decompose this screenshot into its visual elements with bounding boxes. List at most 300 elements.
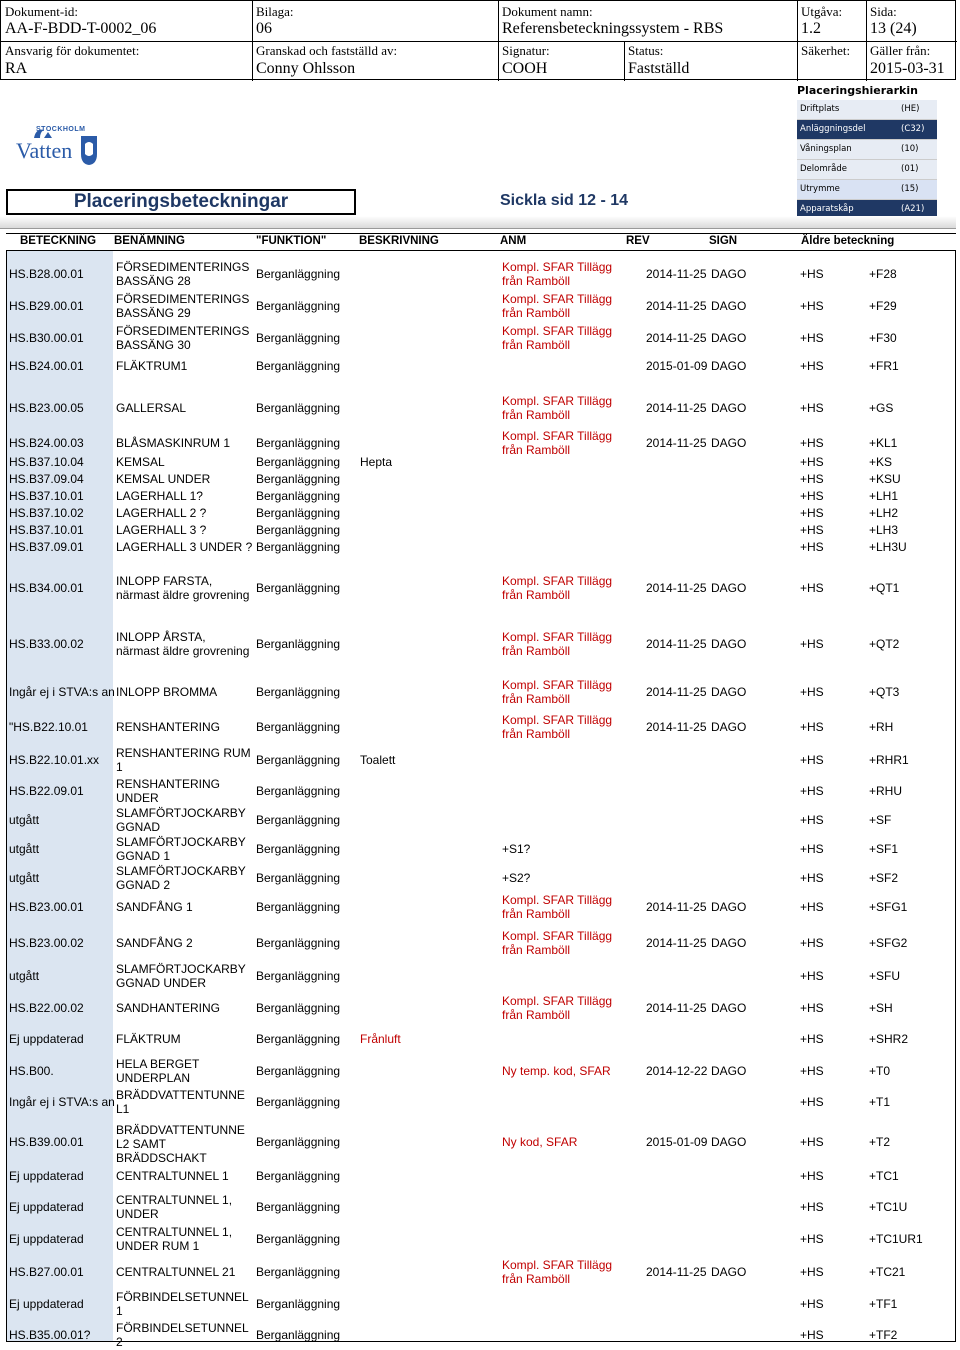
beteckning-cell bbox=[9, 813, 39, 827]
funktion-cell bbox=[256, 401, 340, 415]
older-code-cell-line: +HS bbox=[800, 720, 824, 734]
table-row bbox=[7, 674, 955, 709]
signatur-label: Signatur: bbox=[502, 43, 550, 58]
header-divider bbox=[797, 1, 798, 81]
anm-cell-line: från Ramböll bbox=[502, 692, 571, 706]
beteckning-cell bbox=[9, 842, 39, 856]
older-code-cell bbox=[800, 436, 824, 450]
sign-cell-line: DAGO bbox=[711, 720, 747, 734]
sign-cell-line: DAGO bbox=[711, 299, 747, 313]
table-row bbox=[7, 322, 955, 354]
older-code-cell bbox=[869, 1064, 890, 1078]
benamning-cell-line: 1 bbox=[116, 760, 123, 774]
beteckning-cell-line: HS.B37.10.04 bbox=[9, 455, 84, 469]
older-code-cell bbox=[869, 1328, 897, 1342]
rev-cell-line: 2014-11-25 bbox=[646, 720, 707, 734]
benamning-cell bbox=[116, 260, 249, 288]
older-code-cell bbox=[800, 871, 824, 885]
older-code-cell-line: +LH2 bbox=[869, 506, 899, 520]
benamning-cell-line: RENSHANTERING bbox=[116, 720, 221, 734]
beteckning-cell bbox=[9, 331, 84, 345]
benamning-cell-line: närmast äldre grovrening bbox=[116, 588, 250, 602]
benamning-cell-line: INLOPP BROMMA bbox=[116, 685, 218, 699]
benamning-cell-line: SANDFÅNG 2 bbox=[116, 936, 193, 950]
beteckning-cell bbox=[9, 523, 84, 537]
benamning-cell bbox=[116, 1123, 245, 1165]
older-code-cell-line: +HS bbox=[800, 637, 824, 651]
older-code-cell-line: +QT3 bbox=[869, 685, 900, 699]
older-code-cell bbox=[800, 969, 824, 983]
anm-cell-line: Ny temp. kod, SFAR bbox=[502, 1064, 611, 1078]
rev-cell bbox=[646, 581, 707, 595]
benamning-cell-line: LAGERHALL 3 UNDER ? bbox=[116, 540, 253, 554]
funktion-cell-line: Berganläggning bbox=[256, 267, 341, 281]
beteckning-cell-line: Ingår ej i STVA:s an bbox=[9, 685, 115, 699]
funktion-cell-line: Berganläggning bbox=[256, 969, 341, 983]
sign-cell bbox=[711, 1265, 746, 1279]
older-code-cell-line: +SHR2 bbox=[869, 1032, 909, 1046]
rev-cell-line: 2014-11-25 bbox=[646, 1001, 707, 1015]
table-row bbox=[7, 521, 955, 538]
benamning-cell bbox=[116, 777, 220, 805]
table-row bbox=[7, 470, 955, 487]
logo-text-stockholm: STOCKHOLM bbox=[36, 126, 86, 133]
table-row bbox=[7, 925, 955, 961]
older-code-cell bbox=[869, 1265, 905, 1279]
funktion-cell-line: Berganläggning bbox=[256, 784, 341, 798]
sign-cell-line: DAGO bbox=[711, 1265, 747, 1279]
beteckning-cell-line: HS.B34.00.01 bbox=[9, 581, 84, 595]
rev-cell-line: 2014-11-25 bbox=[646, 685, 707, 699]
beteckning-cell-line: HS.B24.00.01 bbox=[9, 359, 84, 373]
anm-cell-line: Kompl. SFAR Tillägg bbox=[502, 630, 613, 644]
galler: 2015-03-31 bbox=[870, 60, 945, 77]
benamning-cell-line: FLÄKTRUM bbox=[116, 1032, 181, 1046]
funktion-cell bbox=[256, 1328, 340, 1342]
older-code-cell bbox=[869, 540, 907, 554]
older-code-cell-line: +T0 bbox=[869, 1064, 891, 1078]
sign-cell bbox=[711, 1135, 746, 1149]
funktion-cell bbox=[256, 359, 340, 373]
older-code-cell-line: +SFU bbox=[869, 969, 901, 983]
doc-id-label: Dokument-id: bbox=[5, 4, 78, 19]
benamning-cell-line: UNDER RUM 1 bbox=[116, 1239, 200, 1253]
rev-cell-line: 2014-11-25 bbox=[646, 267, 707, 281]
beteckning-cell-line: HS.B22.10.01.xx bbox=[9, 753, 100, 767]
funktion-cell bbox=[256, 436, 340, 450]
beteckning-cell-line: utgått bbox=[9, 842, 40, 856]
benamning-cell-line: LAGERHALL 1? bbox=[116, 489, 203, 503]
anm-cell-line: från Ramböll bbox=[502, 274, 571, 288]
funktion-cell bbox=[256, 1297, 340, 1311]
older-code-cell bbox=[800, 1001, 824, 1015]
older-code-cell-line: +LH1 bbox=[869, 489, 899, 503]
older-code-cell bbox=[869, 969, 900, 983]
sign-cell-line: DAGO bbox=[711, 1135, 747, 1149]
funktion-cell bbox=[256, 455, 340, 469]
funktion-cell bbox=[256, 936, 340, 950]
benamning-cell bbox=[116, 359, 187, 373]
benamning-cell bbox=[116, 436, 230, 450]
anm-cell bbox=[502, 394, 612, 422]
older-code-cell-line: +RHU bbox=[869, 784, 903, 798]
doc-name-label: Dokument namn: bbox=[502, 4, 593, 19]
hierarchy-row: Anläggningsdel (C32) bbox=[797, 120, 937, 140]
sign-cell bbox=[711, 900, 746, 914]
funktion-cell-line: Berganläggning bbox=[256, 637, 341, 651]
older-code-cell-line: +HS bbox=[800, 936, 824, 950]
funktion-cell-line: Berganläggning bbox=[256, 1297, 341, 1311]
beteckning-cell-line: HS.B29.00.01 bbox=[9, 299, 84, 313]
older-code-cell bbox=[800, 900, 824, 914]
shield-icon bbox=[80, 134, 98, 166]
hierarchy-row: Driftplats (HE) bbox=[797, 100, 937, 120]
benamning-cell-line: UNDERPLAN bbox=[116, 1071, 191, 1085]
older-code-cell-line: +HS bbox=[800, 267, 824, 281]
galler-label: Gäller från: bbox=[870, 43, 931, 58]
benamning-cell-line: 2 bbox=[116, 1335, 123, 1349]
older-code-cell bbox=[800, 267, 824, 281]
older-code-cell bbox=[800, 753, 824, 767]
anm-cell bbox=[502, 1258, 612, 1286]
table-row bbox=[7, 567, 955, 609]
older-code-cell-line: +T1 bbox=[869, 1095, 891, 1109]
placement-hierarchy bbox=[797, 82, 937, 220]
older-code-cell bbox=[800, 1064, 824, 1078]
older-code-cell bbox=[869, 523, 898, 537]
older-code-cell bbox=[800, 1032, 824, 1046]
column-header: SIGN bbox=[709, 235, 738, 247]
logo-text-vatten: Vatten bbox=[16, 138, 73, 163]
table-row bbox=[7, 623, 955, 665]
rev-cell bbox=[646, 685, 707, 699]
beteckning-cell-line: utgått bbox=[9, 969, 40, 983]
benamning-cell bbox=[116, 900, 193, 914]
sign-cell bbox=[711, 401, 746, 415]
benamning-cell bbox=[116, 630, 249, 658]
funktion-cell-line: Berganläggning bbox=[256, 1265, 341, 1279]
sign-cell-line: DAGO bbox=[711, 685, 747, 699]
benamning-cell bbox=[116, 864, 246, 892]
funktion-cell bbox=[256, 1265, 340, 1279]
doc-id: AA-F-BDD-T-0002_06 bbox=[5, 20, 157, 37]
benamning-cell-line: SLAMFÖRTJOCKARBY bbox=[116, 864, 246, 878]
table-row bbox=[7, 1191, 955, 1223]
funktion-cell bbox=[256, 969, 340, 983]
older-code-cell bbox=[800, 637, 824, 651]
funktion-cell-line: Berganläggning bbox=[256, 753, 341, 767]
benamning-cell-line: INLOPP ÅRSTA, bbox=[116, 630, 206, 644]
beteckning-cell-line: HS.B37.10.01 bbox=[9, 489, 84, 503]
older-code-cell bbox=[869, 359, 899, 373]
older-code-cell bbox=[869, 1200, 907, 1214]
funktion-cell-line: Berganläggning bbox=[256, 720, 341, 734]
beteckning-cell-line: Ej uppdaterad bbox=[9, 1032, 84, 1046]
funktion-cell bbox=[256, 637, 340, 651]
older-code-cell-line: +HS bbox=[800, 1169, 824, 1183]
header-divider bbox=[252, 1, 253, 81]
benamning-cell-line: GGNAD UNDER bbox=[116, 976, 207, 990]
older-code-cell bbox=[869, 1001, 893, 1015]
column-header: REV bbox=[626, 235, 650, 247]
benamning-cell-line: L2 SAMT bbox=[116, 1137, 167, 1151]
benamning-cell bbox=[116, 746, 251, 774]
beteckning-cell bbox=[9, 1328, 90, 1342]
table-row bbox=[7, 805, 955, 834]
funktion-cell bbox=[256, 489, 340, 503]
older-code-cell bbox=[869, 685, 899, 699]
beteckning-cell bbox=[9, 1001, 84, 1015]
beteckning-cell-line: HS.B39.00.01 bbox=[9, 1135, 84, 1149]
anm-cell-line: Kompl. SFAR Tillägg bbox=[502, 429, 613, 443]
older-code-cell bbox=[800, 540, 824, 554]
funktion-cell-line: Berganläggning bbox=[256, 1232, 341, 1246]
funktion-cell bbox=[256, 1169, 340, 1183]
rev-cell-line: 2014-11-25 bbox=[646, 436, 707, 450]
older-code-cell-line: +HS bbox=[800, 1135, 824, 1149]
benamning-cell-line: GALLERSAL bbox=[116, 401, 187, 415]
anm-cell-line: från Ramböll bbox=[502, 408, 571, 422]
table-row bbox=[7, 538, 955, 555]
benamning-cell bbox=[116, 1032, 181, 1046]
table-row bbox=[7, 709, 955, 744]
funktion-cell-line: Berganläggning bbox=[256, 685, 341, 699]
beskrivning-cell-line: Frånluft bbox=[360, 1032, 401, 1046]
anm-cell bbox=[502, 630, 612, 658]
utgava-label: Utgåva: bbox=[801, 4, 843, 19]
granskad: Conny Ohlsson bbox=[256, 60, 356, 77]
benamning-cell bbox=[116, 962, 246, 990]
benamning-cell-line: BRÄDDVATTENTUNNE bbox=[116, 1123, 245, 1137]
funktion-cell-line: Berganläggning bbox=[256, 1135, 341, 1149]
older-code-cell-line: +KS bbox=[869, 455, 893, 469]
older-code-cell-line: +HS bbox=[800, 1064, 824, 1078]
funktion-cell-line: Berganläggning bbox=[256, 900, 341, 914]
anm-cell-line: från Ramböll bbox=[502, 727, 571, 741]
older-code-cell-line: +HS bbox=[800, 1095, 824, 1109]
beteckning-cell bbox=[9, 637, 84, 651]
sign-cell-line: DAGO bbox=[711, 359, 747, 373]
beskrivning-cell-line: Toalett bbox=[360, 753, 396, 767]
anm-cell bbox=[502, 678, 612, 706]
beteckning-cell bbox=[9, 540, 84, 554]
anm-cell-line: från Ramböll bbox=[502, 943, 571, 957]
table-row bbox=[7, 453, 955, 470]
table-row bbox=[7, 487, 955, 504]
beteckning-cell-line: HS.B27.00.01 bbox=[9, 1265, 84, 1279]
beteckning-cell bbox=[9, 1064, 54, 1078]
older-code-cell bbox=[869, 784, 902, 798]
rev-cell bbox=[646, 900, 707, 914]
rev-cell-line: 2014-11-25 bbox=[646, 331, 707, 345]
benamning-cell bbox=[116, 472, 210, 486]
hierarchy-row: Utrymme (15) bbox=[797, 180, 937, 200]
beteckning-cell bbox=[9, 753, 99, 767]
anm-cell bbox=[502, 713, 612, 741]
older-code-cell-line: +HS bbox=[800, 813, 824, 827]
anm-cell-line: Kompl. SFAR Tillägg bbox=[502, 893, 613, 907]
funktion-cell-line: Berganläggning bbox=[256, 871, 341, 885]
anm-cell bbox=[502, 1064, 611, 1078]
beskrivning-cell bbox=[360, 455, 392, 469]
funktion-cell-line: Berganläggning bbox=[256, 523, 341, 537]
table-row bbox=[7, 1087, 955, 1117]
benamning-cell-line: GGNAD 2 bbox=[116, 878, 171, 892]
older-code-cell-line: +HS bbox=[800, 489, 824, 503]
older-code-cell bbox=[869, 489, 898, 503]
funktion-cell-line: Berganläggning bbox=[256, 842, 341, 856]
older-code-cell-line: +HS bbox=[800, 900, 824, 914]
funktion-cell-line: Berganläggning bbox=[256, 1064, 341, 1078]
sign-cell-line: DAGO bbox=[711, 267, 747, 281]
table-row bbox=[7, 355, 955, 377]
older-code-cell bbox=[800, 331, 824, 345]
older-code-cell-line: +RHR1 bbox=[869, 753, 909, 767]
anm-cell-line: Kompl. SFAR Tillägg bbox=[502, 678, 613, 692]
benamning-cell-line: KEMSAL UNDER bbox=[116, 472, 211, 486]
older-code-cell-line: +HS bbox=[800, 784, 824, 798]
funktion-cell-line: Berganläggning bbox=[256, 936, 341, 950]
anm-cell bbox=[502, 324, 612, 352]
older-code-cell bbox=[869, 1169, 899, 1183]
older-code-cell bbox=[869, 1095, 890, 1109]
older-code-cell-line: +HS bbox=[800, 523, 824, 537]
column-header: "FUNKTION" bbox=[256, 235, 327, 247]
beteckning-cell-line: "HS.B22.10.01 bbox=[9, 720, 88, 734]
anm-cell-line: +S2? bbox=[502, 871, 531, 885]
beteckning-cell bbox=[9, 581, 84, 595]
beteckning-cell bbox=[9, 1169, 84, 1183]
beteckning-cell-line: utgått bbox=[9, 871, 40, 885]
header-divider bbox=[624, 41, 625, 81]
anm-cell-line: Kompl. SFAR Tillägg bbox=[502, 994, 613, 1008]
placement-table bbox=[6, 250, 956, 1349]
anm-cell-line: Kompl. SFAR Tillägg bbox=[502, 574, 613, 588]
beteckning-cell bbox=[9, 1095, 115, 1109]
benamning-cell bbox=[116, 1169, 229, 1183]
ansvarig-label: Ansvarig för dokumentet: bbox=[5, 43, 140, 58]
hierarchy-row: Våningsplan (10) bbox=[797, 140, 937, 160]
funktion-cell-line: Berganläggning bbox=[256, 359, 341, 373]
anm-cell-line: Kompl. SFAR Tillägg bbox=[502, 394, 613, 408]
benamning-cell-line: FÖRSEDIMENTERINGS bbox=[116, 324, 250, 338]
sign-cell bbox=[711, 267, 746, 281]
funktion-cell bbox=[256, 1064, 340, 1078]
funktion-cell-line: Berganläggning bbox=[256, 1095, 341, 1109]
ansvarig: RA bbox=[5, 60, 28, 77]
funktion-cell bbox=[256, 753, 340, 767]
funktion-cell-line: Berganläggning bbox=[256, 455, 341, 469]
header-divider bbox=[1, 41, 957, 42]
funktion-cell bbox=[256, 1001, 340, 1015]
older-code-cell bbox=[800, 1232, 824, 1246]
benamning-cell-line: RENSHANTERING RUM bbox=[116, 746, 251, 760]
sign-cell-line: DAGO bbox=[711, 637, 747, 651]
anm-cell bbox=[502, 871, 530, 885]
older-code-cell-line: +F29 bbox=[869, 299, 897, 313]
rev-cell bbox=[646, 720, 707, 734]
benamning-cell-line: RENSHANTERING bbox=[116, 777, 221, 791]
anm-cell bbox=[502, 994, 612, 1022]
beteckning-cell bbox=[9, 506, 84, 520]
rev-cell bbox=[646, 436, 707, 450]
older-code-cell-line: +KSU bbox=[869, 472, 901, 486]
benamning-cell bbox=[116, 292, 249, 320]
older-code-cell-line: +HS bbox=[800, 401, 824, 415]
benamning-cell-line: FLÄKTRUM1 bbox=[116, 359, 188, 373]
older-code-cell-line: +GS bbox=[869, 401, 894, 415]
header-separator bbox=[0, 216, 956, 229]
beteckning-cell bbox=[9, 685, 115, 699]
older-code-cell-line: +SF1 bbox=[869, 842, 899, 856]
table-row bbox=[7, 1256, 955, 1288]
older-code-cell-line: +TC1 bbox=[869, 1169, 899, 1183]
anm-cell bbox=[502, 292, 612, 320]
older-code-cell bbox=[800, 455, 824, 469]
older-code-cell bbox=[869, 581, 899, 595]
older-code-cell bbox=[800, 506, 824, 520]
funktion-cell bbox=[256, 581, 340, 595]
funktion-cell bbox=[256, 523, 340, 537]
older-code-cell-line: +KL1 bbox=[869, 436, 898, 450]
anm-cell bbox=[502, 1135, 577, 1149]
benamning-cell-line: HELA BERGET bbox=[116, 1057, 200, 1071]
table-row bbox=[7, 1161, 955, 1191]
anm-cell bbox=[502, 260, 612, 288]
rev-cell-line: 2014-11-25 bbox=[646, 401, 707, 415]
anm-cell bbox=[502, 574, 612, 602]
older-code-cell-line: +FR1 bbox=[869, 359, 899, 373]
older-code-cell bbox=[800, 1095, 824, 1109]
beteckning-cell bbox=[9, 784, 84, 798]
older-code-cell bbox=[869, 1297, 897, 1311]
utgava: 1.2 bbox=[801, 20, 821, 37]
beteckning-cell-line: HS.B24.00.03 bbox=[9, 436, 84, 450]
benamning-cell-line: UNDER bbox=[116, 1207, 159, 1221]
beteckning-cell-line: HS.B30.00.01 bbox=[9, 331, 84, 345]
granskad-label: Granskad och fastställd av: bbox=[256, 43, 398, 58]
benamning-cell-line: CENTRALTUNNEL 1, bbox=[116, 1225, 233, 1239]
sign-cell-line: DAGO bbox=[711, 1064, 747, 1078]
older-code-cell bbox=[869, 1032, 908, 1046]
benamning-cell-line: FÖRBINDELSETUNNEL bbox=[116, 1290, 249, 1304]
rev-cell bbox=[646, 267, 707, 281]
benamning-cell bbox=[116, 685, 217, 699]
benamning-cell-line: GGNAD 1 bbox=[116, 849, 171, 863]
beteckning-cell-line: HS.B37.09.01 bbox=[9, 540, 84, 554]
beteckning-cell-line: HS.B28.00.01 bbox=[9, 267, 84, 281]
beteckning-cell-line: HS.B33.00.02 bbox=[9, 637, 84, 651]
beteckning-cell bbox=[9, 1297, 84, 1311]
sign-cell-line: DAGO bbox=[711, 581, 747, 595]
table-row bbox=[7, 1123, 955, 1165]
benamning-cell bbox=[116, 1057, 199, 1085]
older-code-cell-line: +HS bbox=[800, 455, 824, 469]
older-code-cell bbox=[800, 489, 824, 503]
older-code-cell-line: +TF2 bbox=[869, 1328, 898, 1342]
funktion-cell bbox=[256, 1032, 340, 1046]
benamning-cell-line: BRÄDDSCHAKT bbox=[116, 1151, 207, 1165]
beteckning-cell-line: HS.B23.00.02 bbox=[9, 936, 84, 950]
rev-cell bbox=[646, 359, 707, 373]
funktion-cell bbox=[256, 1232, 340, 1246]
beteckning-cell bbox=[9, 489, 84, 503]
funktion-cell-line: Berganläggning bbox=[256, 331, 341, 345]
benamning-cell bbox=[116, 324, 249, 352]
older-code-cell bbox=[869, 331, 897, 345]
benamning-cell-line: CENTRALTUNNEL 21 bbox=[116, 1265, 236, 1279]
older-code-cell bbox=[869, 1135, 890, 1149]
